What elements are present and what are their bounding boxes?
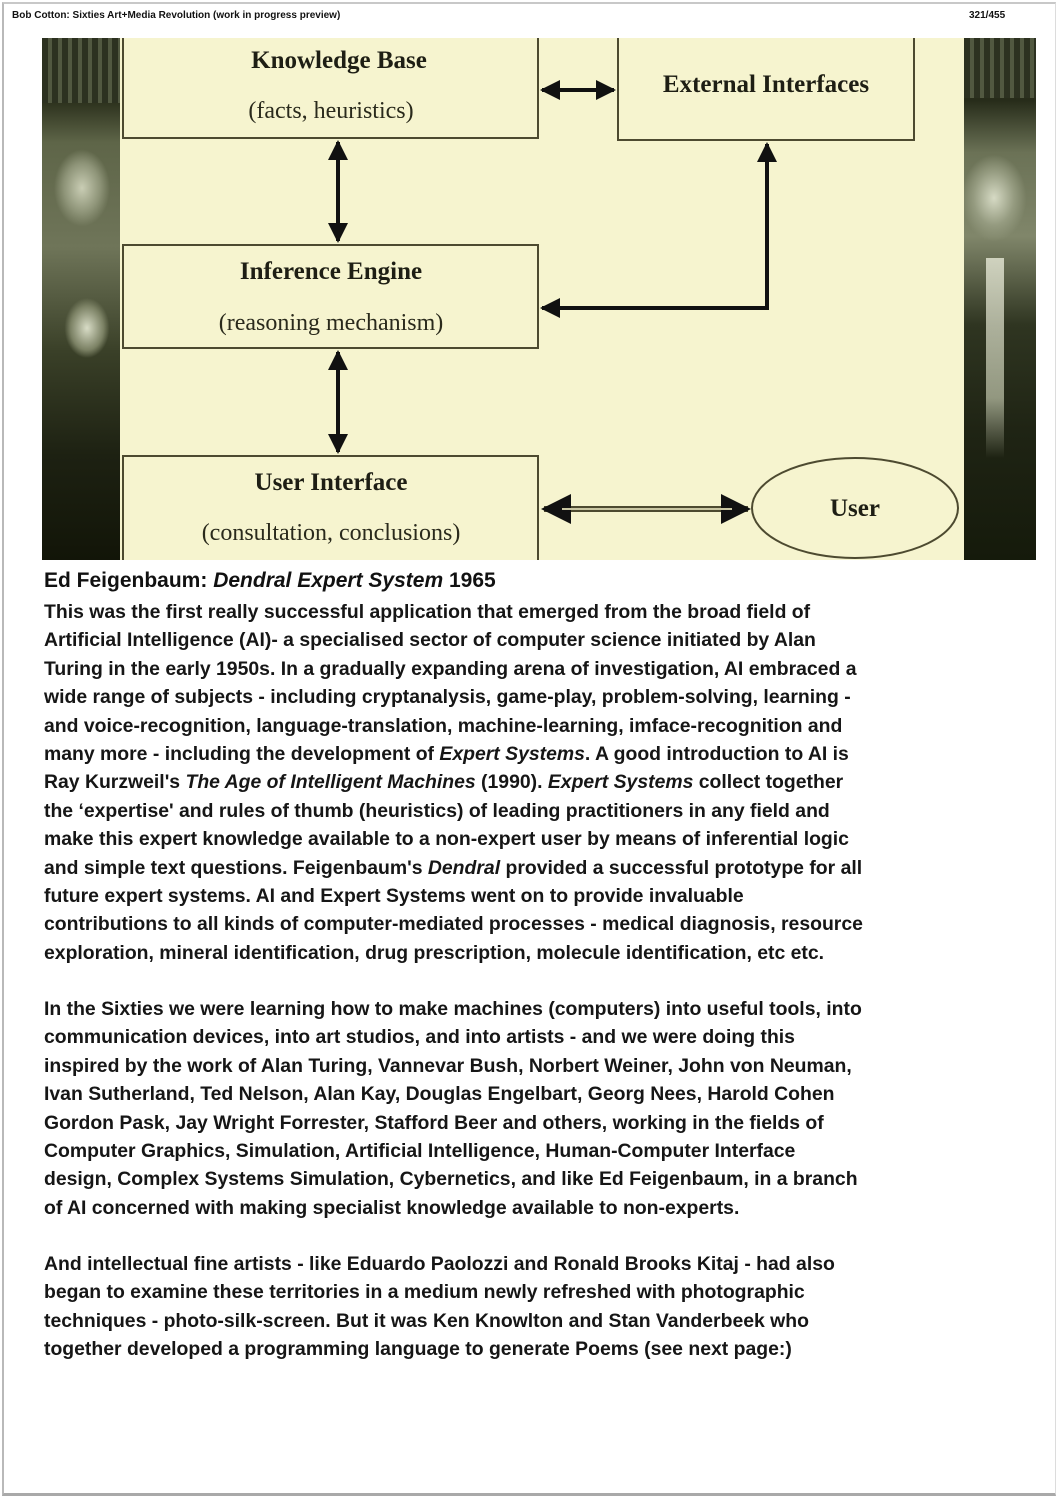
text-line [44, 740, 1024, 768]
arrow-inference-external [542, 144, 767, 308]
user-interface-title: User Interface [254, 469, 408, 496]
text-run: communication devices, into art studios, and into artists - and we were doing this [44, 1026, 795, 1049]
text-run: Artificial Intelligence (AI)- a specialised sector of computer science initiated by Alan [44, 629, 816, 652]
text-line [44, 1307, 1024, 1335]
inference-engine-subtitle: (reasoning mechanism) [218, 310, 444, 336]
running-header-title: Bob Cotton: Sixties Art+Media Revolution (work in progress preview) [12, 10, 341, 21]
text-run: This was the first really successful application that emerged from the broad field of [44, 601, 811, 623]
text-run: the ‘expertise' and rules of thumb (heuristics) of leading practitioners in any field and [44, 799, 830, 822]
knowledge-base-title: Knowledge Base [251, 47, 427, 74]
text-line [44, 939, 1024, 967]
text-line [44, 1194, 1024, 1222]
text-run: Gordon Pask, Jay Wright Forrester, Stafford Beer and others, working in the fields of [44, 1111, 824, 1134]
text-line [44, 882, 1024, 910]
paragraph-sixties [44, 995, 1024, 1222]
italic-run: Expert Systems [439, 743, 585, 766]
text-run: Computer Graphics, Simulation, Artificial Intelligence, Human-Computer Interface [44, 1140, 796, 1163]
text-line [44, 683, 1024, 711]
text-line [44, 712, 1024, 740]
text-line [44, 910, 1024, 938]
expert-system-diagram [42, 38, 982, 560]
text-run: Ivan Sutherland, Ted Nelson, Alan Kay, Douglas Engelbart, Georg Nees, Harold Cohen [44, 1083, 835, 1106]
text-line [44, 655, 1024, 683]
text-run: wide range of subjects - including cryptanalysis, game-play, problem-solving, learning - [44, 686, 851, 709]
text-run: Ray Kurzweil's [44, 771, 186, 794]
page-number: 321/455 [969, 10, 1006, 21]
user-title: User [830, 495, 880, 522]
text-run: design, Complex Systems Simulation, Cybernetics, and like Ed Feigenbaum, in a branch [44, 1168, 858, 1191]
text-run: and voice-recognition, language-translation, machine-learning, imface-recognition and [44, 714, 843, 737]
text-run: (1990). [475, 771, 548, 794]
user-interface-subtitle: (consultation, conclusions) [201, 520, 461, 546]
text-run: And intellectual fine artists - like Eduardo Paolozzi and Ronald Brooks Kitaj - had also [44, 1253, 835, 1275]
figure-caption [44, 569, 496, 593]
text-line [44, 1052, 1024, 1080]
text-line [44, 995, 1024, 1023]
text-run: collect together [693, 771, 844, 794]
text-run: . A good introduction to AI is [584, 743, 849, 766]
text-run: exploration, mineral identification, drug prescription, molecule identification, etc etc. [44, 941, 825, 964]
inference-engine-box [123, 245, 538, 348]
text-line [44, 1080, 1024, 1108]
text-line [44, 598, 1024, 626]
text-line [44, 1335, 1024, 1363]
text-line [44, 626, 1024, 654]
text-run: together developed a programming language to generate Poems (see next page:) [44, 1338, 792, 1361]
external-interfaces-box [618, 38, 914, 140]
caption-year: 1965 [443, 569, 496, 592]
text-line [44, 768, 1024, 796]
text-line [44, 1278, 1024, 1306]
text-line [44, 1137, 1024, 1165]
text-run: contributions to all kinds of computer-mediated processes - medical diagnosis, resource [44, 913, 863, 936]
italic-run: The Age of Intelligent Machines [185, 771, 476, 794]
user-node [752, 458, 958, 558]
caption-name: Ed Feigenbaum: [44, 569, 214, 592]
text-run: provided a successful prototype for all [500, 856, 863, 879]
paragraph-fine-artists [44, 1250, 1024, 1364]
paragraph-dendral [44, 598, 1024, 967]
text-line [44, 797, 1024, 825]
text-run: many more - including the development of [44, 743, 440, 766]
text-line [44, 1023, 1024, 1051]
text-line [44, 1250, 1024, 1278]
text-run: future expert systems. AI and Expert Systems went on to provide invaluable [44, 885, 744, 908]
text-run: In the Sixties we were learning how to make machines (computers) into useful tools, into [44, 998, 862, 1020]
user-interface-box [123, 456, 538, 560]
text-run: of AI concerned with making specialist knowledge available to non-experts. [44, 1196, 740, 1219]
text-line [44, 1109, 1024, 1137]
text-run: make this expert knowledge available to a non-expert user by means of inferential logic [44, 828, 849, 851]
text-run: inspired by the work of Alan Turing, Vannevar Bush, Norbert Weiner, John von Neuman, [44, 1054, 852, 1077]
expert-system-figure [42, 38, 982, 560]
italic-run: Dendral [427, 856, 501, 879]
text-run: and simple text questions. Feigenbaum's [44, 856, 428, 879]
text-run: techniques - photo-silk-screen. But it was Ken Knowlton and Stan Vanderbeek who [44, 1309, 809, 1332]
caption-work: Dendral Expert System [213, 569, 444, 592]
knowledge-base-subtitle: (facts, heuristics) [248, 98, 414, 124]
text-run: Turing in the early 1950s. In a gradually expanding arena of investigation, AI embraced a [44, 657, 857, 680]
text-line [44, 825, 1024, 853]
external-interfaces-title: External Interfaces [662, 71, 870, 98]
text-line [44, 1165, 1024, 1193]
italic-run: Expert Systems [547, 771, 694, 794]
knowledge-base-box [123, 38, 538, 138]
inference-engine-title: Inference Engine [239, 258, 423, 285]
text-run: began to examine these territories in a medium newly refreshed with photographic [44, 1281, 805, 1304]
text-line [44, 854, 1024, 882]
